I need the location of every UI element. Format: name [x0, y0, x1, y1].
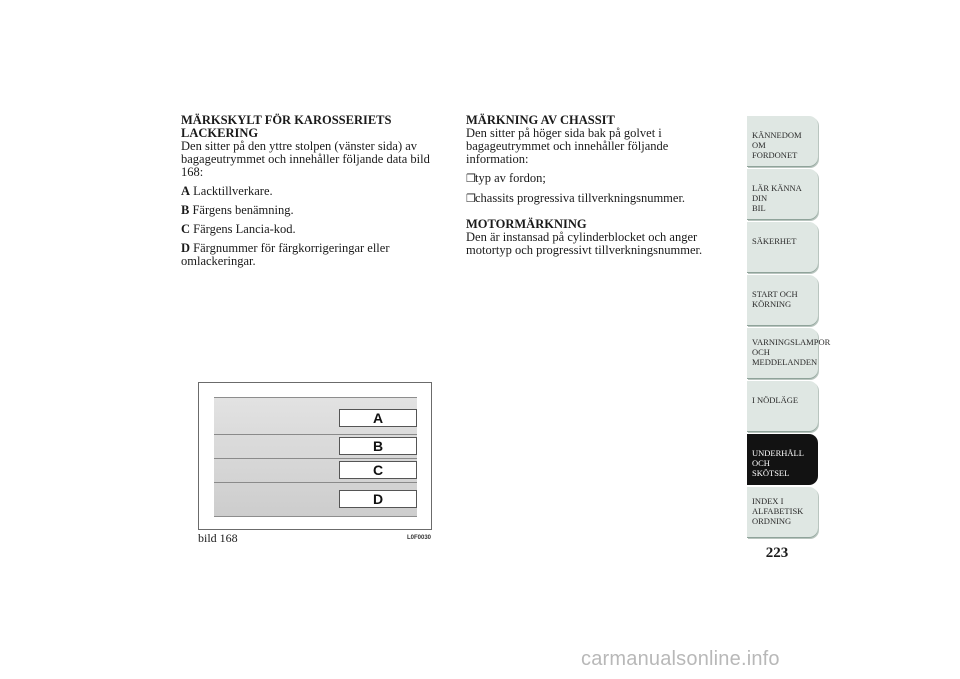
page-number: 223 — [765, 545, 789, 561]
tab-lar-kanna-din-bil[interactable] — [747, 169, 818, 220]
plate-divider — [214, 482, 417, 483]
checkbox-bullet-icon: ❒ — [466, 193, 476, 205]
item-letter: C — [181, 222, 191, 236]
list-item — [181, 185, 438, 198]
tab-label: KÄNNEDOM OM FORDONET — [752, 130, 802, 160]
list-item — [466, 192, 728, 206]
plate-field-b: B — [339, 437, 417, 455]
chassis-intro: Den sitter på höger sida bak på golvet i bagageutrymmet och innehåller följande information: — [466, 126, 669, 166]
tab-varningslampor[interactable] — [747, 328, 831, 379]
item-text: Färgens benämning. — [192, 203, 294, 217]
section-heading-engine: MOTORMÄRKNING — [466, 217, 587, 231]
list-item — [181, 223, 438, 236]
item-text: Färgnummer för färgkorrigeringar eller omlackeringar. — [181, 241, 390, 268]
item-text: Färgens Lancia-kod. — [193, 222, 296, 236]
engine-intro: Den är instansad på cylinderblocket och anger motortyp och progressivt tillverkningsnummer. — [466, 230, 703, 257]
plate-field-a: A — [339, 409, 417, 427]
tab-label: START OCH KÖRNING — [752, 289, 798, 309]
watermark: carmanualsonline.info — [581, 648, 780, 670]
tab-label: I NÖDLÄGE — [752, 395, 799, 405]
tab-sakerhet[interactable] — [747, 222, 818, 273]
tab-label: UNDERHÅLL OCH SKÖTSEL — [752, 448, 804, 478]
tab-label: SÄKERHET — [752, 236, 797, 246]
plate-divider — [214, 458, 417, 459]
checkbox-bullet-icon: ❒ — [466, 173, 476, 185]
tab-i-nodlage[interactable] — [747, 381, 818, 432]
right-column — [466, 114, 728, 263]
paint-plate-illustration — [214, 397, 417, 517]
bullet-text: typ av fordon; — [475, 171, 546, 185]
bullet-text: chassits progressiva tillverkningsnummer. — [475, 191, 686, 205]
plate-divider — [214, 434, 417, 435]
left-column — [181, 114, 438, 274]
section-heading-chassis: MÄRKNING AV CHASSIT — [466, 113, 615, 127]
tab-index[interactable] — [747, 487, 818, 538]
tab-underhall-och-skotsel[interactable] — [747, 434, 818, 485]
tab-label: INDEX I ALFABETISK ORDNING — [752, 496, 804, 526]
item-letter: B — [181, 203, 190, 217]
tab-start-och-korning[interactable] — [747, 275, 818, 326]
tab-kannedom-om-fordonet[interactable] — [747, 116, 818, 167]
paint-plate-intro: Den sitter på den yttre stolpen (vänster sida) av bagageutrymmet och innehåller följande data bild 168: — [181, 139, 430, 179]
plate-field-c: C — [339, 461, 417, 479]
tab-label: LÄR KÄNNA DIN BIL — [752, 183, 802, 213]
plate-field-d: D — [339, 490, 417, 508]
figure-caption: bild 168 — [198, 531, 238, 545]
item-text: Lacktillverkare. — [193, 184, 273, 198]
item-letter: A — [181, 184, 191, 198]
chapter-tabs — [747, 116, 831, 540]
paint-plate-figure — [198, 382, 432, 530]
tab-label: VARNINGSLAMPOR OCH MEDDELANDEN — [752, 337, 831, 367]
list-item — [181, 204, 438, 217]
list-item — [181, 242, 438, 268]
figure-code: L0F0030 — [407, 535, 432, 541]
section-heading-paint-plate: MÄRKSKYLT FÖR KAROSSERIETS LACKERING — [181, 113, 392, 140]
item-letter: D — [181, 241, 191, 255]
list-item — [466, 172, 728, 186]
